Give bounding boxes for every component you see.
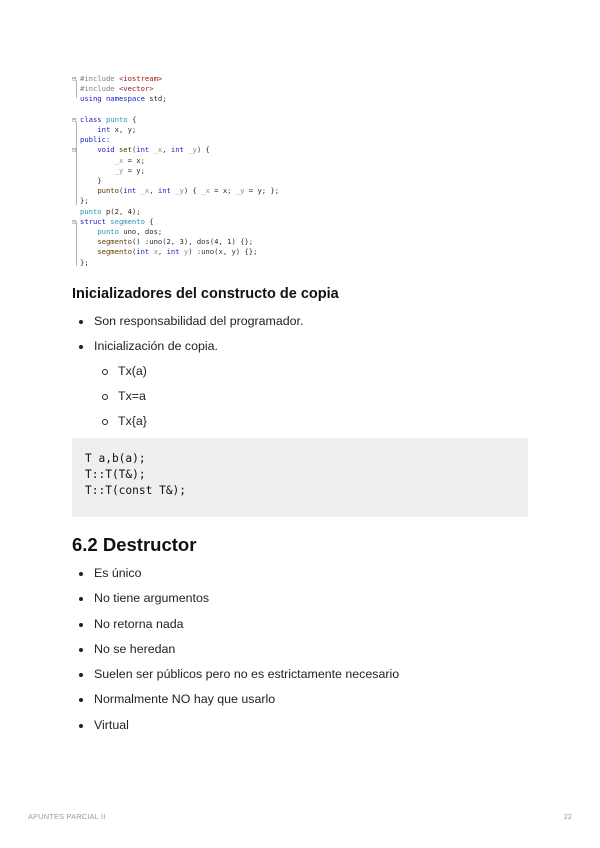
gutter-fold-line [76,121,77,205]
list-item: Tx(a) [98,364,147,389]
list-item: Normalmente NO hay que usarlo [72,692,399,717]
list-item: Suelen ser públicos pero no es estrictamente necesario [72,667,399,692]
list-item: No tiene argumentos [72,591,399,616]
section-heading-copy-initializers: Inicializadores del constructo de copia [72,286,339,302]
list-item: Son responsabilidad del programador. [72,314,303,339]
destructor-list [72,566,399,743]
section-heading-destructor: 6.2 Destructor [72,534,197,555]
gutter-fold-line [76,222,77,266]
fold-toggle-icon[interactable]: ⊟ [72,146,77,155]
list-item: Tx=a [98,389,147,414]
copy-initialization-forms-list [98,364,147,439]
footer-title: APUNTES PARCIAL II [28,812,106,821]
list-item: No se heredan [72,642,399,667]
list-item: Inicialización de copia. [72,339,303,364]
code-screenshot: ⊟ #include <iostream> #include <vector> using namespace std; ⊟ class punto { int x, y; public: ⊟ void set(int _x, int _y) { _x = x; _y = y; } punto(int _x, int _y) { _x = x; _y = y; }; }; punto p(2, 4); ⊟ struct segmento { punto uno, dos; segmento() :uno(2, 3), dos(4, 1) {}; segmento(int x, int y) :uno(x, y) {}; }; [72,74,280,267]
list-item: Es único [72,566,399,591]
fold-toggle-icon[interactable]: ⊟ [72,75,77,83]
fold-toggle-icon[interactable]: ⊟ [72,217,77,226]
page-number: 22 [563,812,572,821]
code-block [72,438,528,517]
list-item: Virtual [72,718,399,743]
list-item: Tx{a} [98,414,147,439]
fold-toggle-icon[interactable]: ⊟ [72,115,77,124]
code-line: T::T(T&); [85,468,146,481]
list-item: No retorna nada [72,617,399,642]
code-line: T::T(const T&); [85,484,187,497]
code-line: T a,b(a); [85,452,146,465]
copy-initializers-list [72,314,303,364]
